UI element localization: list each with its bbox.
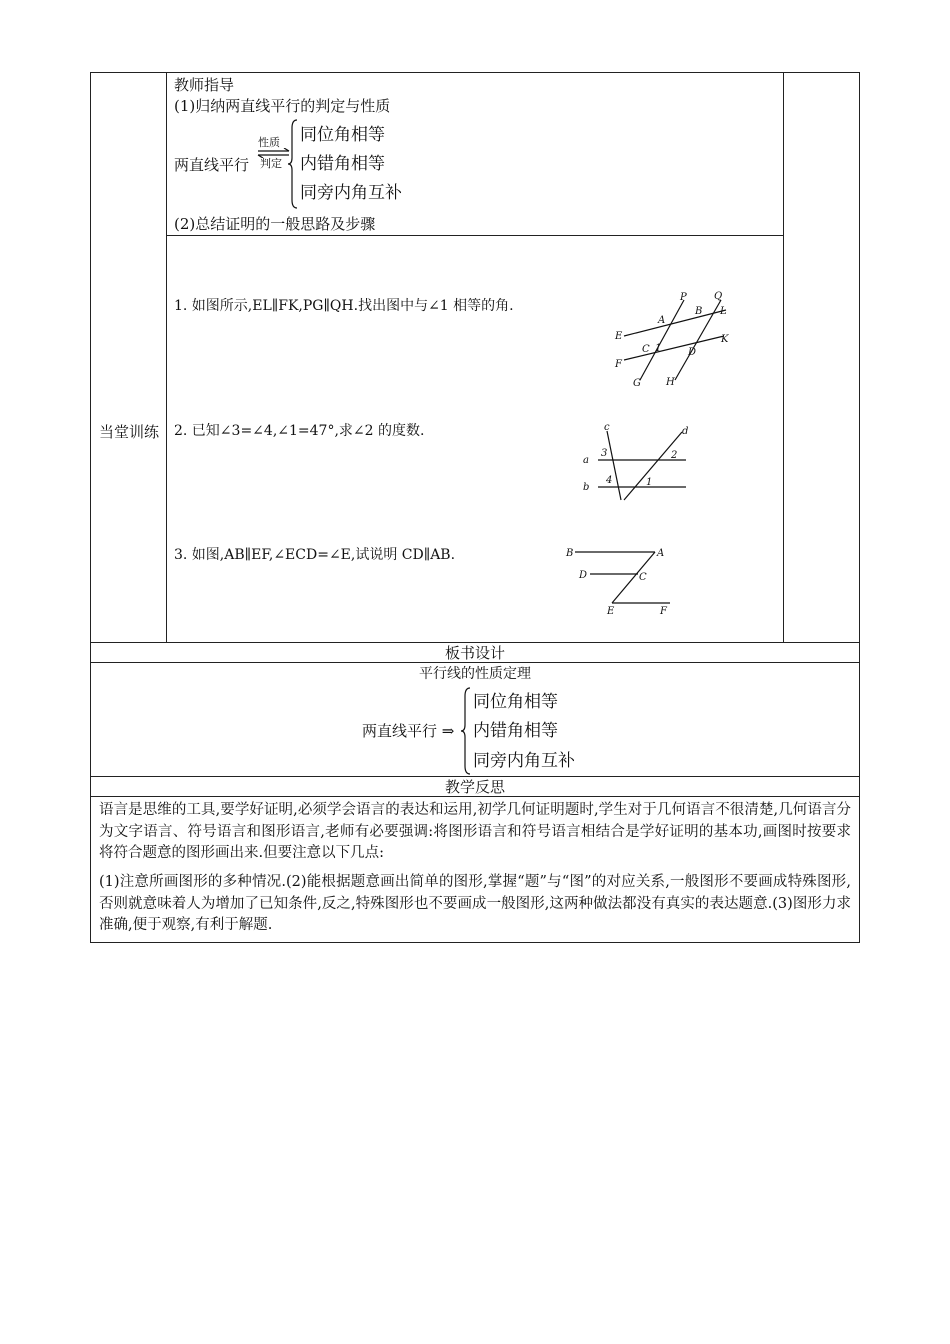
fig1-label-E: E (615, 331, 623, 342)
fig1-label-C: C (642, 344, 650, 355)
fig2-label-a: a (583, 455, 589, 466)
guidance-rule-2: 内错角相等 (300, 154, 385, 174)
fig1-label-D: D (688, 347, 697, 358)
question-3: 3. 如图,AB∥EF,∠ECD=∠E,试说明 CD∥AB. (174, 547, 456, 563)
fig2-label-2: 2 (671, 450, 678, 461)
fig2-label-3: 3 (601, 448, 608, 459)
fig2-label-4: 4 (606, 475, 613, 486)
board-rule-3: 同旁内角互补 (473, 751, 575, 771)
fig1-label-Q: Q (714, 291, 723, 302)
fig3-label-F: F (660, 606, 667, 617)
fig1-label-1: 1 (655, 343, 662, 354)
board-design-heading: 板书设计 (444, 644, 505, 662)
guidance-title: 教师指导 (174, 76, 235, 94)
fig3-label-C: C (639, 572, 647, 583)
reflection-paragraph-2: (1)注意所画图形的多种情况.(2)能根据题意画出简单的图形,掌握“题”与“图”的对应关系,一般图形不要画成特殊图形,否则就意味着人为增加了已知条件,反之,特殊图形也不要画成一般图形,这两种做法都没有真实的表达题意.(3)图形力求准确,便于观察,有利于解题. (99, 874, 851, 933)
fig1-label-K: K (721, 334, 729, 345)
fig1-label-H: H (666, 377, 675, 388)
guidance-rule-3: 同旁内角互补 (300, 183, 402, 203)
fig1-label-L: L (720, 306, 727, 317)
figure-1-parallel-lines (608, 288, 738, 392)
board-rule-1: 同位角相等 (473, 692, 558, 712)
reflection-heading: 教学反思 (444, 778, 505, 796)
guidance-rule-1: 同位角相等 (300, 125, 385, 145)
arrow-label-judgement: 判定 (260, 157, 282, 170)
question-2: 2. 已知∠3=∠4,∠1=47°,求∠2 的度数. (174, 423, 425, 439)
fig2-label-1: 1 (646, 477, 653, 488)
question-1: 1. 如图所示,EL∥FK,PG∥QH.找出图中与∠1 相等的角. (174, 298, 514, 314)
figure-2-transversals (578, 420, 693, 506)
fig3-label-D: D (579, 570, 588, 581)
fig1-label-F: F (615, 359, 622, 370)
fig1-label-A: A (658, 315, 666, 326)
fig3-label-E: E (607, 606, 615, 617)
board-left-brace-icon (460, 686, 472, 776)
fig2-label-c: c (604, 422, 610, 433)
figure-3-z-shape (560, 543, 675, 618)
fig1-label-B: B (695, 306, 703, 317)
fig3-label-A: A (657, 548, 665, 559)
fig1-label-G: G (633, 378, 641, 389)
reflection-paragraph-1: 语言是思维的工具,要学好证明,必须学会语言的表达和运用,初学几何证明题时,学生对于几何语言不很清楚,几何语言分为文字语言、符号语言和图形语言,老师有必要强调:将图形语言和符号语言相结合是学好证明的基本功,画图时按要求将符合题意的图形画出来.但要注意以下几点: (99, 802, 851, 861)
fig2-label-b: b (583, 482, 590, 493)
guidance-item-2: (2)总结证明的一般思路及步骤 (174, 215, 376, 233)
guidance-item-1: (1)归纳两直线平行的判定与性质 (174, 97, 391, 115)
board-lhs: 两直线平行 ⇒ (362, 722, 455, 740)
fig3-label-B: B (566, 548, 574, 559)
arrow-label-property: 性质 (258, 136, 280, 149)
fig2-label-d: d (682, 426, 689, 437)
guidance-lhs: 两直线平行 (174, 156, 250, 174)
board-subtitle: 平行线的性质定理 (419, 666, 531, 682)
left-brace-icon (287, 118, 299, 210)
fig1-label-P: P (680, 292, 687, 303)
practice-label: 当堂训练 (99, 423, 160, 441)
board-rule-2: 内错角相等 (473, 721, 558, 741)
